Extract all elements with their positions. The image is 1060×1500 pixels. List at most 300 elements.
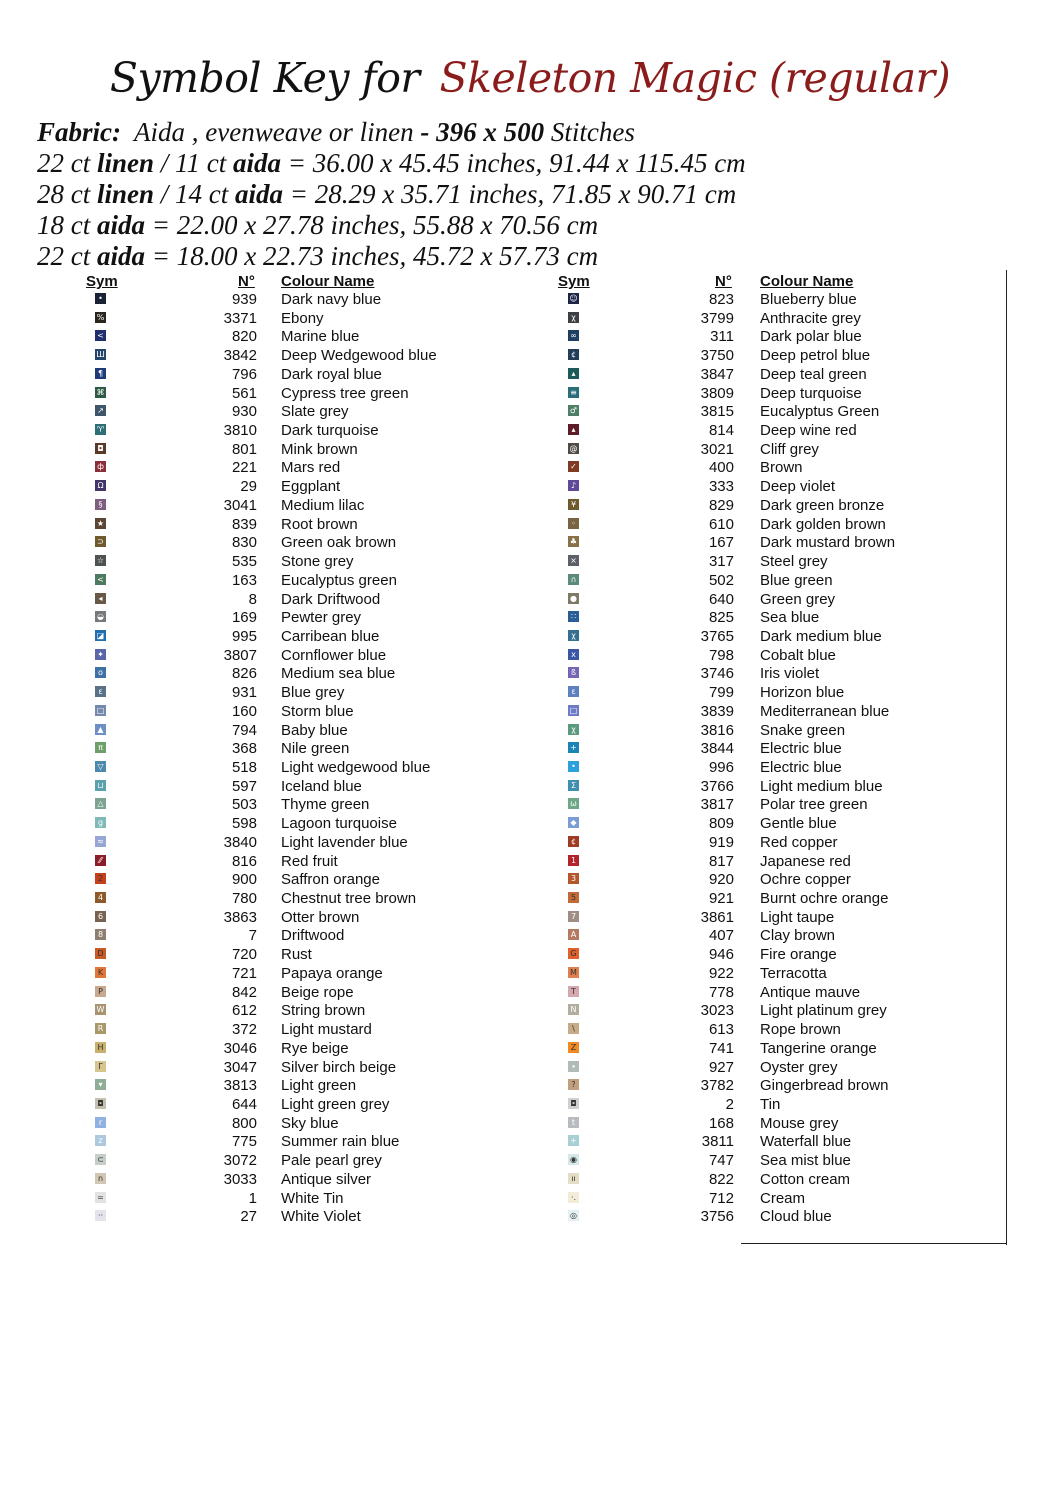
thread-number: 3847	[700, 365, 734, 383]
colour-name: Deep wine red	[760, 422, 857, 440]
symbol-swatch: ♣	[569, 537, 578, 547]
symbol-swatch: \	[568, 1023, 579, 1034]
colour-name: Saffron orange	[281, 871, 380, 889]
thread-number: 368	[231, 740, 257, 758]
page-title	[0, 54, 1060, 102]
symbol-swatch: ∩	[568, 574, 579, 585]
symbol-swatch: ¶	[95, 368, 106, 379]
thread-number: 3813	[223, 1077, 257, 1095]
colour-name: Cypress tree green	[281, 384, 409, 402]
pattern-name: Skeleton Magic (regular)	[439, 54, 951, 102]
symbol-swatch: ●	[568, 593, 579, 604]
symbol-swatch: ◆	[568, 817, 579, 828]
symbol-swatch: 1	[568, 855, 579, 866]
count-line	[37, 241, 598, 272]
thread-number: 3840	[223, 833, 257, 851]
symbol-swatch: ⌘	[96, 387, 105, 397]
symbol-swatch: Γ	[95, 1061, 106, 1072]
thread-number: 3844	[700, 740, 734, 758]
symbol-swatch: ¥	[568, 499, 579, 510]
thread-number: 3023	[700, 1002, 734, 1020]
colour-name: Dark green bronze	[760, 496, 885, 514]
symbol-swatch: 7	[568, 911, 579, 922]
symbol-swatch: Σ	[568, 780, 579, 791]
symbol-swatch: ♈	[96, 425, 105, 435]
thread-number: 839	[231, 515, 257, 533]
symbol-swatch: Ш	[96, 350, 105, 360]
colour-name: Antique silver	[281, 1170, 372, 1188]
thread-number: 317	[708, 553, 734, 571]
symbol-swatch: t	[568, 1117, 579, 1128]
thread-number: 561	[231, 384, 257, 402]
symbol-swatch: 8	[95, 929, 106, 940]
colour-name: String brown	[281, 1002, 366, 1020]
thread-number: 3816	[700, 721, 734, 739]
colour-name: Silver birch beige	[281, 1058, 397, 1076]
colour-name: Dark royal blue	[281, 365, 382, 383]
thread-number: 3842	[223, 347, 257, 365]
thread-number: 3046	[223, 1039, 257, 1057]
colour-name: Snake green	[760, 721, 846, 739]
colour-name: Gingerbread brown	[760, 1077, 889, 1095]
thread-number: 3810	[223, 422, 257, 440]
colour-name: Light mustard	[281, 1021, 372, 1039]
colour-name: Oyster grey	[760, 1058, 838, 1076]
colour-name: Otter brown	[281, 908, 360, 926]
colour-name: Fire orange	[760, 946, 837, 964]
symbol-swatch: ◪	[96, 630, 105, 640]
colour-name: White Violet	[281, 1208, 361, 1226]
symbol-swatch: ¢	[568, 349, 579, 360]
colour-name: Mars red	[281, 459, 341, 477]
count-dims: = 22.00 x 27.78 inches, 55.88 x 70.56 cm	[145, 210, 599, 240]
symbol-swatch: ✦	[95, 649, 106, 660]
colour-name: Blue grey	[281, 684, 345, 702]
symbol-swatch: Z	[568, 1042, 579, 1053]
colour-name: Dark mustard brown	[760, 534, 896, 552]
colour-name: Tin	[760, 1095, 781, 1113]
colour-name: Japanese red	[760, 852, 851, 870]
colour-name: Pale pearl grey	[281, 1152, 382, 1170]
count-dims: = 18.00 x 22.73 inches, 45.72 x 57.73 cm	[145, 241, 599, 271]
symbol-swatch: □	[96, 705, 105, 715]
symbol-swatch: ≡	[568, 387, 579, 398]
symbol-swatch: ▴	[568, 368, 579, 379]
thread-number: 311	[710, 328, 734, 346]
colour-name: Cotton cream	[760, 1170, 851, 1188]
colour-name: Brown	[760, 459, 803, 477]
colour-name: Eggplant	[281, 478, 341, 496]
symbol-swatch: 2	[95, 873, 106, 884]
symbol-swatch: ф	[95, 461, 106, 472]
thread-number: 921	[708, 890, 734, 908]
colour-name: White Tin	[281, 1189, 344, 1207]
thread-number: 613	[708, 1021, 734, 1039]
colour-name: Light wedgewood blue	[281, 759, 431, 776]
thread-number: 721	[231, 964, 257, 982]
colour-name: Nile green	[281, 740, 350, 758]
symbol-swatch: =	[95, 1192, 106, 1203]
colour-name: Dark navy blue	[281, 291, 382, 308]
colour-name: Light green grey	[281, 1095, 390, 1113]
thread-number: 826	[231, 665, 257, 683]
thread-number: 817	[708, 852, 734, 870]
colour-name: Thyme green	[281, 796, 370, 814]
thread-number: 939	[231, 291, 257, 308]
symbol-swatch: ↗	[95, 405, 106, 416]
stitch-unit: Stitches	[550, 117, 635, 147]
symbol-swatch: 6	[95, 911, 106, 922]
colour-name: Dark polar blue	[760, 328, 862, 346]
thread-number: 612	[231, 1002, 257, 1020]
symbol-swatch: D	[95, 948, 106, 959]
colour-name: Electric blue	[760, 759, 842, 776]
colour-name: Iris violet	[760, 665, 820, 683]
colour-name: Antique mauve	[760, 983, 861, 1001]
symbol-swatch: H	[95, 1042, 106, 1053]
colour-name: Ebony	[281, 309, 324, 327]
symbol-swatch: π	[95, 742, 106, 753]
symbol-swatch: ?	[568, 1079, 579, 1090]
colour-name: Ochre copper	[760, 871, 851, 889]
thread-number: 535	[231, 553, 257, 571]
thread-number: 3072	[223, 1152, 257, 1170]
colour-name: Clay brown	[760, 927, 836, 945]
colour-name: Dark medium blue	[760, 627, 882, 645]
symbol-swatch: ⁄⁄	[95, 855, 106, 866]
thread-number: 3811	[701, 1133, 734, 1151]
colour-name: Cliff grey	[760, 440, 819, 458]
symbol-swatch: ▴	[568, 424, 579, 435]
symbol-swatch: •	[95, 293, 106, 304]
colour-name: Terracotta	[760, 964, 827, 982]
colour-name: Cobalt blue	[760, 646, 836, 664]
colour-name: Light medium blue	[760, 777, 883, 795]
thread-number: 27	[240, 1208, 257, 1226]
symbol-swatch: o	[95, 667, 106, 678]
thread-number: 996	[708, 759, 734, 776]
count-fabric: linen	[97, 179, 155, 209]
table-border-bottom	[741, 1243, 1007, 1244]
colour-name: Electric blue	[760, 740, 842, 758]
thread-number: 3807	[223, 646, 257, 664]
colour-name: Horizon blue	[760, 684, 845, 702]
symbol-swatch: +	[568, 742, 579, 753]
count-pre: 22 ct	[37, 148, 97, 178]
thread-number: 3033	[223, 1170, 257, 1188]
thread-number: 720	[231, 946, 257, 964]
thread-number: 640	[708, 590, 734, 608]
colour-name: Stone grey	[281, 553, 354, 571]
symbol-swatch: ◒	[95, 611, 106, 622]
count-mid: / 11 ct	[154, 148, 234, 178]
count-fabric: linen	[97, 148, 155, 178]
thread-number: 221	[231, 459, 257, 477]
symbol-swatch: 4	[95, 892, 106, 903]
colour-name: Summer rain blue	[281, 1133, 400, 1151]
symbol-swatch: ◘	[95, 443, 106, 454]
symbol-swatch: ♪	[568, 480, 579, 491]
symbol-swatch: g	[95, 817, 106, 828]
thread-number: 919	[708, 833, 734, 851]
colour-name: Deep turquoise	[760, 384, 862, 402]
colour-name: Deep petrol blue	[760, 347, 871, 365]
colour-name: Light lavender blue	[281, 833, 408, 851]
colour-name: Sky blue	[281, 1114, 339, 1132]
count-line	[37, 210, 598, 241]
colour-name: Tangerine orange	[760, 1039, 877, 1057]
thread-number: 3782	[700, 1077, 734, 1095]
thread-number: 3815	[700, 403, 734, 421]
colour-name: Sea mist blue	[760, 1152, 851, 1170]
thread-number: 995	[231, 627, 257, 645]
symbol-swatch: χ	[568, 630, 579, 641]
thread-number: 400	[708, 459, 734, 477]
colour-name: Pewter grey	[281, 609, 362, 627]
count-dims: = 28.29 x 35.71 inches, 71.85 x 90.71 cm	[283, 179, 737, 209]
symbol-swatch: G	[568, 948, 579, 959]
thread-number: 798	[708, 646, 734, 664]
thread-number: 794	[231, 721, 257, 739]
symbol-swatch: ß	[568, 667, 579, 678]
symbol-swatch: 3	[568, 873, 579, 884]
symbol-swatch: ε	[95, 686, 106, 697]
thread-number: 825	[708, 609, 734, 627]
sym-header: Sym	[86, 273, 118, 290]
colour-name: Deep teal green	[760, 365, 867, 383]
thread-number: 3021	[700, 440, 734, 458]
thread-number: 372	[231, 1021, 257, 1039]
symbol-swatch: □	[569, 705, 578, 715]
thread-number: 3839	[700, 702, 734, 720]
thread-number: 920	[708, 871, 734, 889]
thread-number: 3746	[700, 665, 734, 683]
thread-number: 814	[708, 422, 734, 440]
thread-number: 900	[231, 871, 257, 889]
symbol-swatch: z	[95, 1135, 106, 1146]
symbol-swatch: ·.	[568, 1192, 579, 1203]
colour-name: Burnt ochre orange	[760, 890, 889, 908]
stitch-size: 396 x 500	[436, 117, 545, 147]
symbol-swatch: %	[96, 312, 105, 322]
colour-name-header: Colour Name	[281, 273, 375, 290]
thread-number: 842	[231, 983, 257, 1001]
symbol-swatch: ω	[568, 798, 579, 809]
colour-name: Red copper	[760, 833, 838, 851]
thread-number: 816	[231, 852, 257, 870]
fabric-sep: -	[413, 117, 437, 147]
symbol-swatch: W	[96, 1005, 105, 1015]
fabric-label: Fabric:	[37, 117, 121, 147]
fabric-types: Aida , evenweave or linen	[134, 117, 414, 147]
thread-number: 407	[708, 927, 734, 945]
colour-name: Eucalyptus green	[281, 571, 397, 589]
thread-number: 644	[231, 1095, 257, 1113]
thread-number: 3861	[700, 908, 734, 926]
symbol-swatch: ☺	[569, 294, 578, 303]
colour-name: Blue green	[760, 571, 833, 589]
colour-name: Green grey	[760, 590, 836, 608]
count-fabric: aida	[97, 210, 146, 240]
colour-name: Cloud blue	[760, 1208, 832, 1226]
symbol-swatch: x	[568, 649, 579, 660]
thread-number: 503	[231, 796, 257, 814]
thread-number: 2	[725, 1095, 734, 1113]
symbol-swatch: ¢	[568, 836, 579, 847]
thread-number: 823	[708, 291, 734, 308]
thread-number: 169	[231, 609, 257, 627]
thread-number: 610	[708, 515, 734, 533]
symbol-swatch: ≈	[95, 836, 106, 847]
thread-number: 930	[231, 403, 257, 421]
thread-number: 780	[231, 890, 257, 908]
symbol-swatch: ··	[95, 1210, 106, 1221]
thread-number: 167	[708, 534, 734, 552]
count-fabric-2: aida	[235, 179, 284, 209]
thread-number: 3756	[700, 1208, 734, 1226]
colour-name: Dark turquoise	[281, 422, 379, 440]
thread-number: 775	[231, 1133, 257, 1151]
colour-name: Iceland blue	[281, 777, 362, 795]
thread-number: 3047	[223, 1058, 257, 1076]
thread-number: 29	[240, 478, 257, 496]
thread-number: 3863	[223, 908, 257, 926]
thread-number: 597	[231, 777, 257, 795]
symbol-swatch: N	[568, 1004, 579, 1015]
thread-number: 3765	[700, 627, 734, 645]
symbol-swatch: ◘	[568, 1098, 579, 1109]
symbol-swatch: <	[95, 330, 106, 341]
thread-number: 3799	[700, 309, 734, 327]
colour-name: Rope brown	[760, 1021, 841, 1039]
thread-number: 800	[231, 1114, 257, 1132]
thread-number: 160	[231, 702, 257, 720]
colour-name: Carribean blue	[281, 627, 380, 645]
colour-name: Cornflower blue	[281, 646, 387, 664]
thread-number: 1	[248, 1189, 257, 1207]
symbol-swatch: <	[95, 574, 106, 585]
count-pre: 28 ct	[37, 179, 97, 209]
colour-name: Deep violet	[760, 478, 836, 496]
thread-number: 931	[231, 684, 257, 702]
thread-number: 820	[231, 328, 257, 346]
symbol-swatch: ▽	[95, 761, 106, 772]
colour-name: Slate grey	[281, 403, 349, 421]
symbol-swatch: Ω	[95, 480, 106, 491]
thread-number: 163	[231, 571, 257, 589]
symbol-swatch: ⊂	[95, 1154, 106, 1165]
symbol-swatch: K	[95, 967, 106, 978]
colour-name: Blueberry blue	[760, 291, 857, 308]
colour-name: Medium sea blue	[281, 665, 396, 683]
colour-name: Dark Driftwood	[281, 590, 381, 608]
symbol-swatch: ∞	[568, 330, 579, 341]
colour-name: Deep Wedgewood blue	[281, 347, 437, 365]
symbol-swatch: △	[95, 798, 106, 809]
colour-name: Cream	[760, 1189, 806, 1207]
colour-name: Lagoon turquoise	[281, 815, 397, 833]
fabric-line	[37, 117, 635, 148]
colour-name: Rye beige	[281, 1039, 349, 1057]
thread-number: 822	[708, 1170, 734, 1188]
count-line	[37, 148, 746, 179]
colour-name: Mediterranean blue	[760, 702, 890, 720]
symbol-swatch: r	[95, 1117, 106, 1128]
colour-name: Red fruit	[281, 852, 338, 870]
title-prefix: Symbol Key for	[109, 54, 420, 102]
symbol-swatch: ◎	[568, 1210, 579, 1221]
thread-number: 3371	[223, 309, 257, 327]
thread-number: 801	[231, 440, 257, 458]
thread-number: 829	[708, 496, 734, 514]
colour-name: Chestnut tree brown	[281, 890, 417, 908]
colour-name: Green oak brown	[281, 534, 397, 552]
symbol-swatch: ◂	[95, 593, 106, 604]
symbol-swatch: ◦	[568, 518, 579, 529]
thread-number: 333	[708, 478, 734, 496]
symbol-swatch: ✓	[568, 461, 579, 472]
symbol-swatch: ▾	[95, 1079, 106, 1090]
colour-name: Light taupe	[760, 908, 835, 926]
count-dims: = 36.00 x 45.45 inches, 91.44 x 115.45 cm	[281, 148, 746, 178]
symbol-swatch: +	[568, 1135, 579, 1146]
symbol-swatch: @	[569, 443, 578, 453]
number-header: N°	[715, 273, 732, 290]
thread-number: 598	[231, 815, 257, 833]
count-mid: / 14 ct	[154, 179, 236, 209]
count-pre: 18 ct	[37, 210, 97, 240]
thread-number: 799	[708, 684, 734, 702]
thread-number: 747	[708, 1152, 734, 1170]
colour-name: Gentle blue	[760, 815, 837, 833]
table-border-right	[1006, 270, 1007, 1245]
colour-name: Beige rope	[281, 983, 354, 1001]
thread-number: 830	[231, 534, 257, 552]
symbol-swatch: ★	[96, 518, 105, 528]
colour-name-header: Colour Name	[760, 273, 854, 290]
thread-number: 502	[708, 571, 734, 589]
symbol-swatch: χ	[568, 724, 579, 735]
colour-name: Baby blue	[281, 721, 348, 739]
thread-number: 518	[231, 759, 257, 776]
symbol-swatch: n	[95, 1173, 106, 1184]
colour-name: Medium lilac	[281, 496, 365, 514]
thread-number: 8	[248, 590, 257, 608]
colour-name: Sea blue	[760, 609, 820, 627]
symbol-swatch: ∷	[568, 611, 579, 622]
count-fabric: aida	[97, 241, 146, 271]
count-pre: 22 ct	[37, 241, 97, 271]
symbol-swatch: ∙	[568, 1061, 579, 1072]
thread-number: 712	[708, 1189, 734, 1207]
thread-number: 927	[708, 1058, 734, 1076]
colour-name: Mink brown	[281, 440, 358, 458]
thread-number: 741	[708, 1039, 734, 1057]
thread-number: 946	[708, 946, 734, 964]
symbol-swatch: ▲	[95, 724, 106, 735]
thread-number: 3766	[700, 777, 734, 795]
colour-name: Waterfall blue	[760, 1133, 852, 1151]
symbol-swatch: T	[568, 986, 579, 997]
colour-name: Polar tree green	[760, 796, 868, 814]
colour-name: Rust	[281, 946, 312, 964]
colour-name: Papaya orange	[281, 964, 383, 982]
symbol-swatch: ×	[568, 555, 579, 566]
count-fabric-2: aida	[233, 148, 282, 178]
symbol-swatch: ıı	[568, 1173, 579, 1184]
thread-number: 168	[708, 1114, 734, 1132]
sym-header: Sym	[558, 273, 590, 290]
